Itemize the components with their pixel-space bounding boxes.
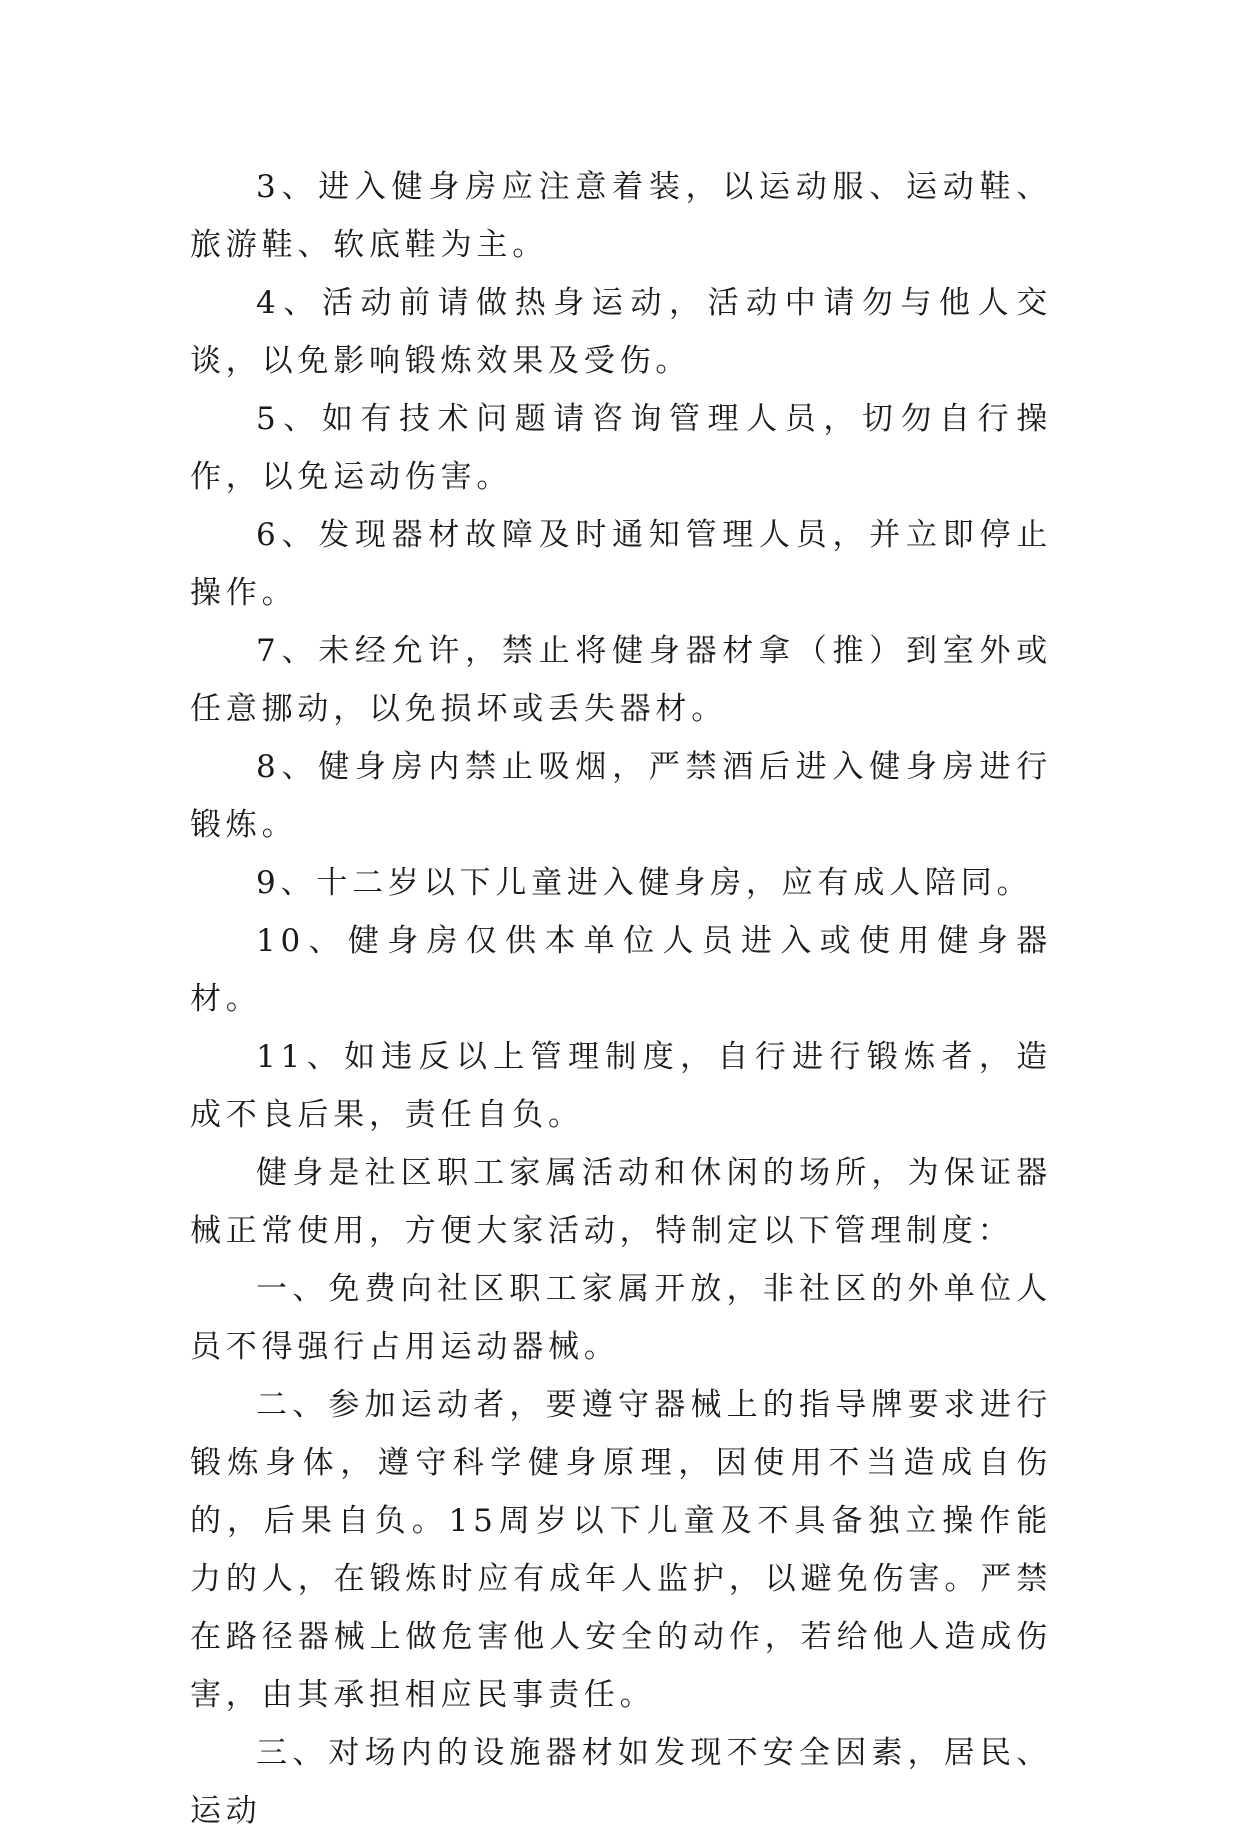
paragraph-rule-4: 4、活动前请做热身运动，活动中请勿与他人交谈，以免影响锻炼效果及受伤。 [190,285,1052,379]
paragraph-intro: 健身是社区职工家属活动和休闲的场所，为保证器械正常使用，方便大家活动，特制定以下管理制度： [190,1155,1052,1249]
paragraph-rule-6: 6、发现器材故障及时通知管理人员，并立即停止操作。 [190,517,1052,611]
paragraph-rule-7: 7、未经允许，禁止将健身器材拿（推）到室外或任意挪动，以免损坏或丢失器材。 [190,633,1052,727]
document-body [190,158,1052,1840]
paragraph-rule-9: 9、十二岁以下儿童进入健身房，应有成人陪同。 [256,865,1033,901]
paragraph-rule-11: 11、如违反以上管理制度，自行进行锻炼者，造成不良后果，责任自负。 [190,1039,1052,1133]
paragraph-section-2: 二、参加运动者，要遵守器械上的指导牌要求进行锻炼身体，遵守科学健身原理，因使用不当造成自伤的，后果自负。15周岁以下儿童及不具备独立操作能力的人，在锻炼时应有成年人监护，以避免伤害。严禁在路径器械上做危害他人安全的动作，若给他人造成伤害，由其承担相应民事责任。 [190,1387,1052,1713]
paragraph-rule-5: 5、如有技术问题请咨询管理人员，切勿自行操作，以免运动伤害。 [190,401,1052,495]
paragraph-section-1: 一、免费向社区职工家属开放，非社区的外单位人员不得强行占用运动器械。 [190,1271,1052,1365]
paragraph-section-3: 三、对场内的设施器材如发现不安全因素，居民、运动 [190,1735,1052,1829]
paragraph-rule-8: 8、健身房内禁止吸烟，严禁酒后进入健身房进行锻炼。 [190,749,1052,843]
paragraph-rule-3: 3、进入健身房应注意着装，以运动服、运动鞋、旅游鞋、软底鞋为主。 [190,169,1052,263]
paragraph-rule-10: 10、健身房仅供本单位人员进入或使用健身器材。 [190,923,1052,1017]
